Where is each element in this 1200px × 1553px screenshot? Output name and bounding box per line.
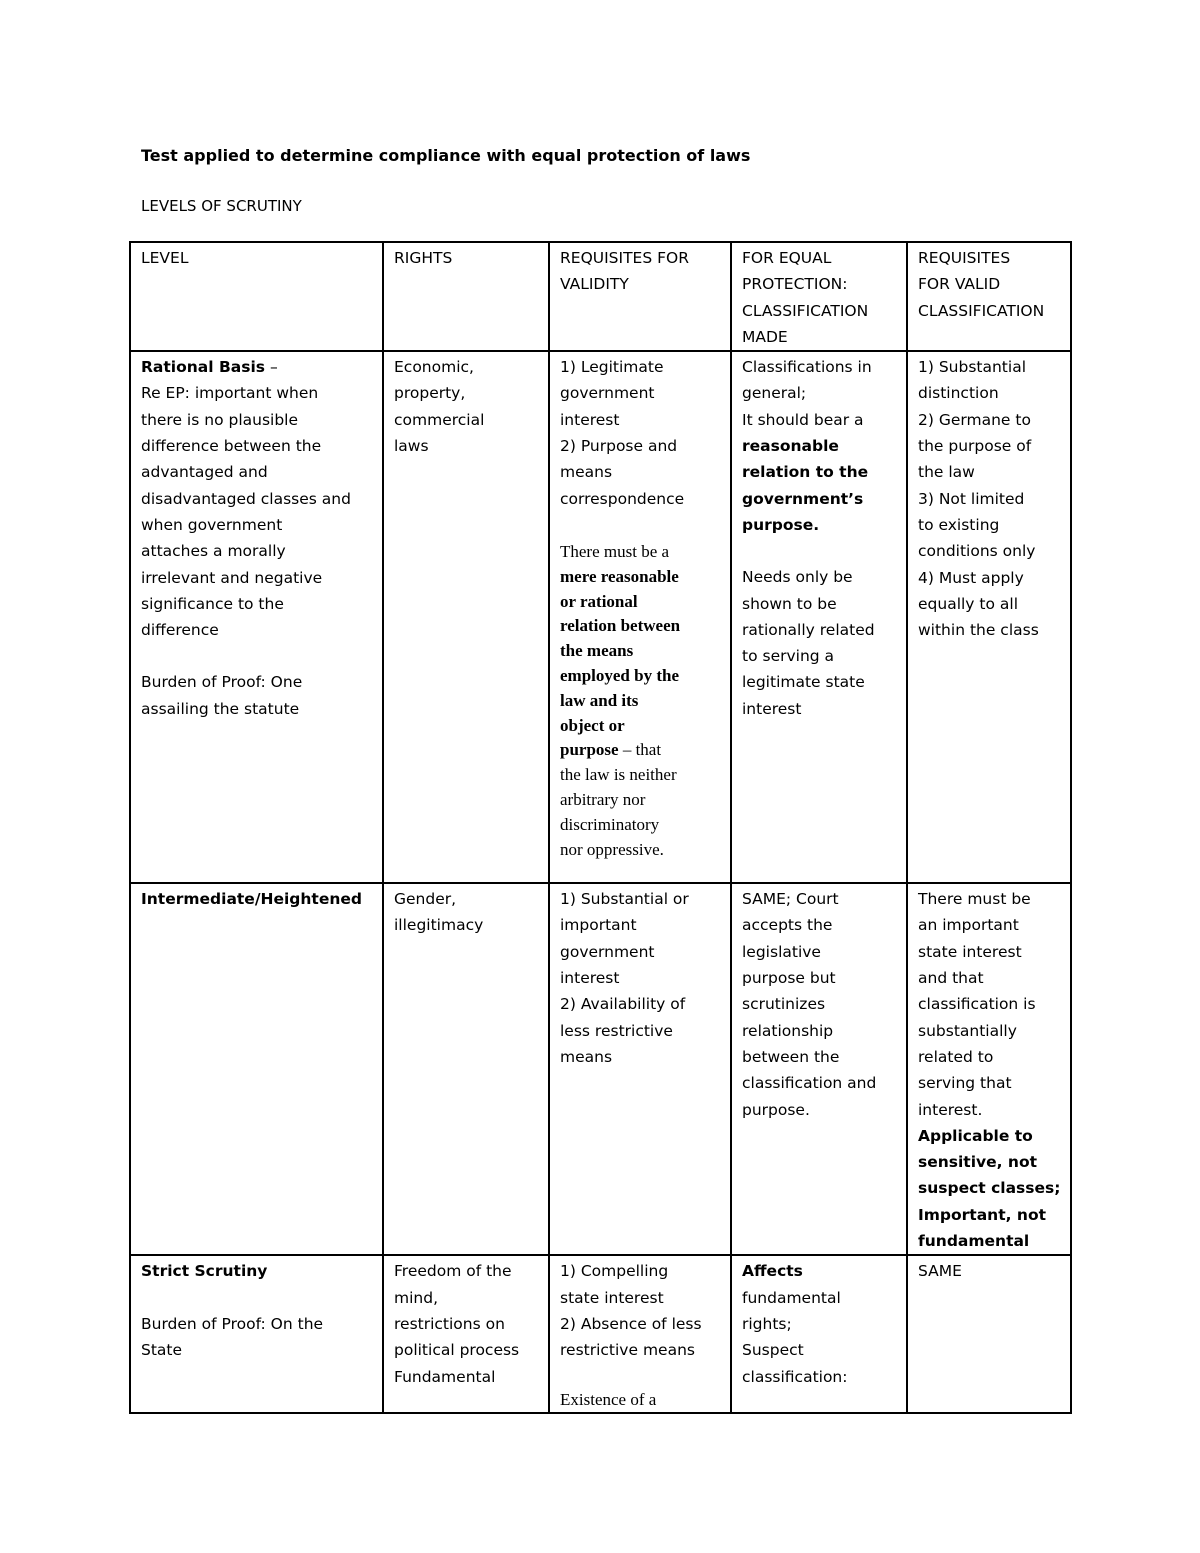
cell-requisites-strict: 1) Compelling state interest 2) Absence of less restrictive means Existence of a (549, 1255, 731, 1413)
cell-level-rational: Rational Basis – Re EP: important when there is no plausible difference between the advantaged and disadvantaged classes and when government attaches a morally irrelevant and negative significance to the difference Burden of Proof: One assailing the statute (130, 351, 383, 883)
table-row-strict-scrutiny (130, 1255, 1071, 1413)
header-rights: RIGHTS (383, 242, 549, 351)
cell-level-strict: Strict Scrutiny Burden of Proof: On the State (130, 1255, 383, 1413)
table-row-intermediate (130, 883, 1071, 1255)
cell-valid-class-intermediate: There must be an important state interest and that classification is substantially related to serving that interest. Applicable to sensitive, not suspect classes; Important, not fundamental (907, 883, 1071, 1255)
requisites-note: There must be a mere reasonable or rational relation between the means employed by the law and its object or purpose – that the law is neither arbitrary nor discriminatory nor oppressive. (560, 541, 681, 859)
table-row-rational-basis (130, 351, 1071, 883)
cell-classification-rational: Classifications in general; It should bear a reasonable relation to the government’s purpose. Needs only be shown to be rationally related to serving a legitimate state interest (731, 351, 907, 883)
cell-level-intermediate (130, 883, 383, 1255)
header-valid-classification: REQUISITES FOR VALID CLASSIFICATION (907, 242, 1071, 351)
level-name: Rational Basis (141, 358, 266, 377)
header-classification-made: FOR EQUAL PROTECTION: CLASSIFICATION MADE (731, 242, 907, 351)
document-title: Test applied to determine compliance with equal protection of laws (141, 146, 751, 165)
burden-of-proof: Burden of Proof: On the (141, 1314, 324, 1333)
burden-of-proof: Burden of Proof: One (141, 673, 303, 692)
cell-valid-class-strict: SAME (907, 1255, 1071, 1413)
cell-rights-rational: Economic, property, commercial laws (383, 351, 549, 883)
table-header-row (130, 242, 1071, 351)
scrutiny-table (129, 241, 1072, 1414)
document-subtitle: LEVELS OF SCRUTINY (141, 197, 302, 215)
cell-requisites-rational: 1) Legitimate government interest 2) Purpose and means correspondence There must be a mere reasonable or rational relation between the means employed by the law and its object or purpose – that the law is neither arbitrary nor discriminatory nor oppressive. (549, 351, 731, 883)
cell-rights-strict: Freedom of the mind, restrictions on political process Fundamental (383, 1255, 549, 1413)
cell-rights-intermediate: Gender, illegitimacy (383, 883, 549, 1255)
cell-classification-strict: Affects fundamental rights; Suspect classification: (731, 1255, 907, 1413)
cell-requisites-intermediate: 1) Substantial or important government interest 2) Availability of less restrictive means (549, 883, 731, 1255)
level-name: Strict Scrutiny (141, 1262, 268, 1281)
level-name: Intermediate/Heightened (141, 890, 362, 909)
cell-valid-class-rational: 1) Substantial distinction 2) Germane to the purpose of the law 3) Not limited to existing conditions only 4) Must apply equally to all within the class (907, 351, 1071, 883)
cell-classification-intermediate: SAME; Court accepts the legislative purpose but scrutinizes relationship between the classification and purpose. (731, 883, 907, 1255)
header-requisites-validity: REQUISITES FOR VALIDITY (549, 242, 731, 351)
header-level: LEVEL (130, 242, 383, 351)
